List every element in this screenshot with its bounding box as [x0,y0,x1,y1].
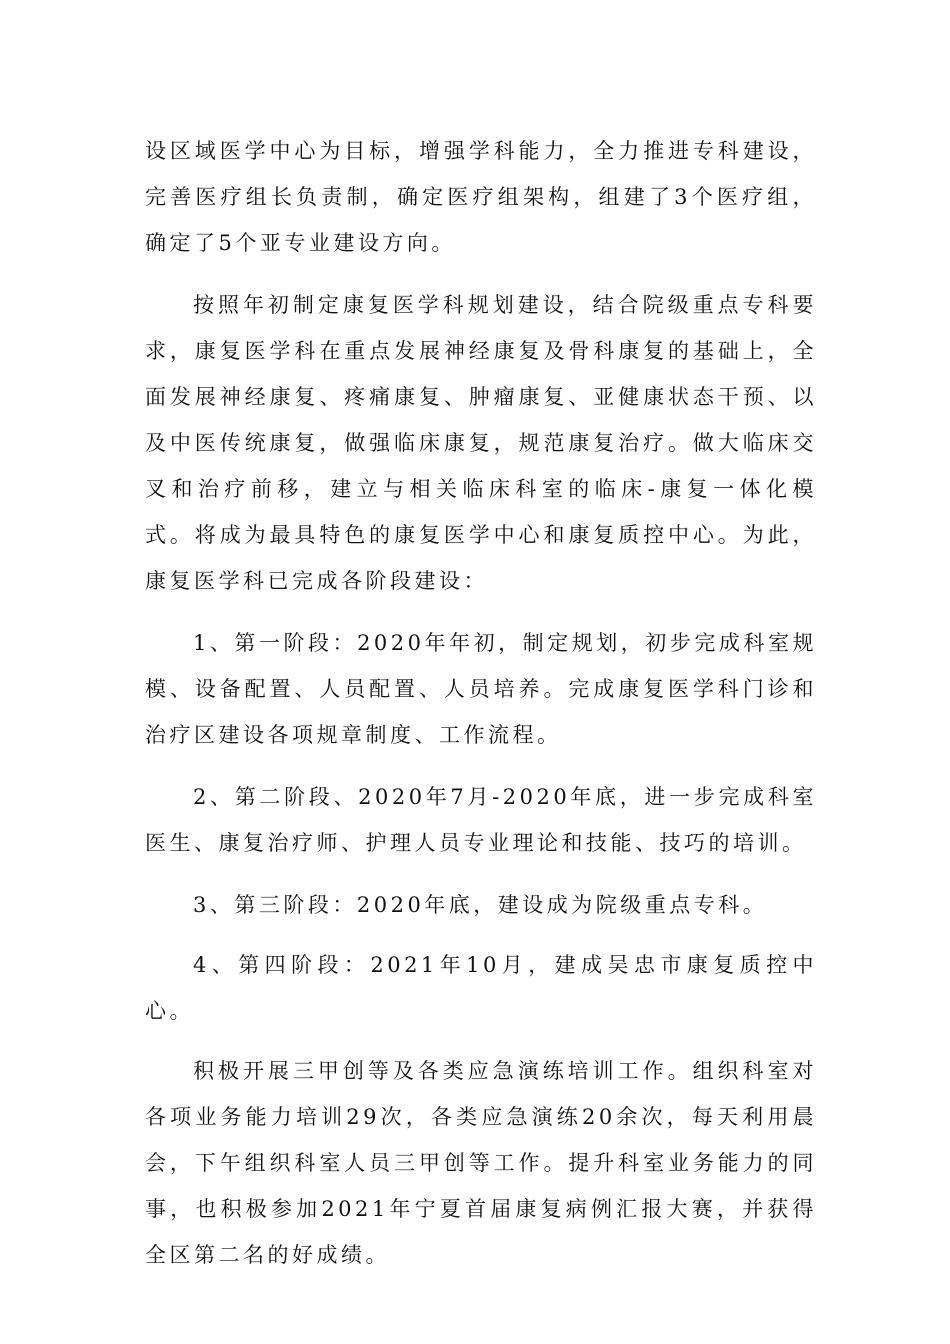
document-body [145,128,817,1294]
paragraph-7: 积极开展三甲创等及各类应急演练培训工作。组织科室对各项业务能力培训29次，各类应急演练20余次，每天利用晨会，下午组织科室人员三甲创等工作。提升科室业务能力的同事，也积极参加2021年宁夏首届康复病例汇报大赛，并获得全区第二名的好成绩。 [145,1059,817,1267]
paragraph-2: 按照年初制定康复医学科规划建设，结合院级重点专科要求，康复医学科在重点发展神经康复及骨科康复的基础上，全面发展神经康复、疼痛康复、肿瘤康复、亚健康状态干预、以及中医传统康复，做强临床康复，规范康复治疗。做大临床交叉和治疗前移，建立与相关临床科室的临床-康复一体化模式。将成为最具特色的康复医学中心和康复质控中心。为此，康复医学科已完成各阶段建设： [145,293,817,593]
paragraph-6: 4、第四阶段：2021年10月，建成吴忠市康复质控中心。 [145,953,817,1023]
paragraph-4: 2、第二阶段、2020年7月-2020年底，进一步完成科室医生、康复治疗师、护理人员专业理论和技能、技巧的培训。 [145,785,817,855]
paragraph-3: 1、第一阶段：2020年年初，制定规划，初步完成科室规模、设备配置、人员配置、人员培养。完成康复医学科门诊和治疗区建设各项规章制度、工作流程。 [145,631,817,747]
paragraph-5: 3、第三阶段：2020年底，建设成为院级重点专科。 [193,893,768,917]
paragraph-1: 设区域医学中心为目标，增强学科能力，全力推进专科建设，完善医疗组长负责制，确定医疗组架构，组建了3个医疗组，确定了5个亚专业建设方向。 [145,139,817,255]
